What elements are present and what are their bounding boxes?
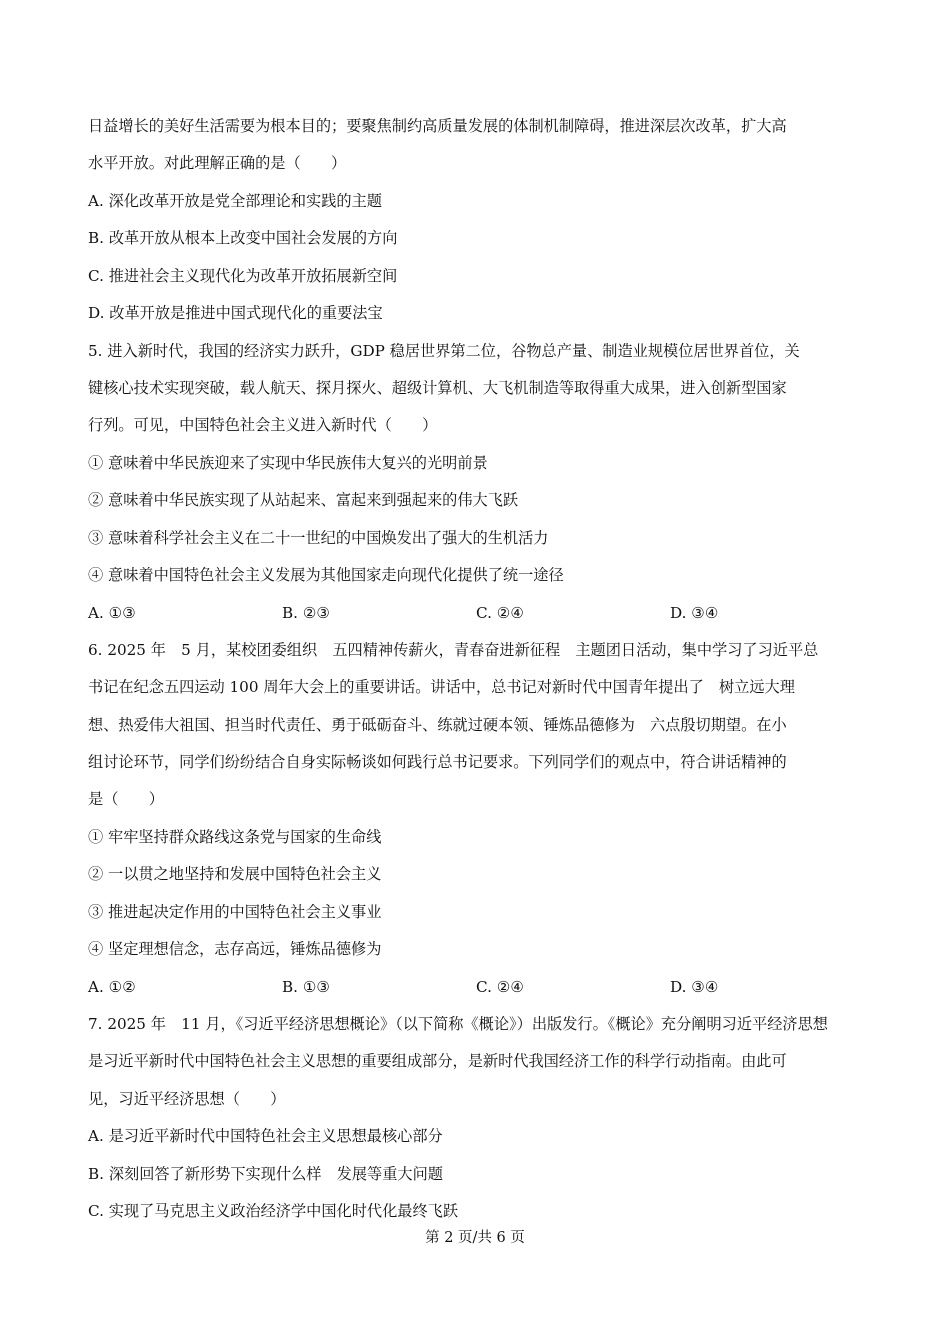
q4-stem-line-2: 水平开放。对此理解正确的是（ ） (88, 154, 347, 172)
q6-stem-line-2: 书记在纪念五四运动 100 周年大会上的重要讲话。讲话中，总书记对新时代中国青年提出了 树立远大理 (88, 678, 795, 696)
q5-statement-2: ② 意味着中华民族实现了从站起来、富起来到强起来的伟大飞跃 (88, 491, 519, 509)
q5-choice-c: C. ②④ (476, 604, 524, 622)
q5-choice-b: B. ②③ (282, 604, 331, 622)
q6-statement-2: ② 一以贯之地坚持和发展中国特色社会主义 (88, 865, 382, 883)
q7-option-c: C. 实现了马克思主义政治经济学中国化时代化最终飞跃 (88, 1202, 459, 1220)
q7-option-a: A. 是习近平新时代中国特色社会主义思想最核心部分 (88, 1127, 443, 1145)
q4-option-b: B. 改革开放从根本上改变中国社会发展的方向 (88, 229, 398, 247)
q4-option-c: C. 推进社会主义现代化为改革开放拓展新空间 (88, 267, 398, 285)
q6-stem-line-3: 想、热爱伟大祖国、担当时代责任、勇于砥砺奋斗、练就过硬本领、锤炼品德修为 六点殷切期望。在小 (88, 716, 787, 734)
q4-stem-line-1: 日益增长的美好生活需要为根本目的；要聚焦制约高质量发展的体制机制障碍，推进深层次改革，扩大高 (88, 117, 787, 135)
q6-statement-4: ④ 坚定理想信念，志存高远，锤炼品德修为 (88, 940, 382, 958)
q6-statement-3: ③ 推进起决定作用的中国特色社会主义事业 (88, 903, 382, 921)
q5-choice-d: D. ③④ (670, 604, 719, 622)
q7-stem-line-3: 见，习近平经济思想（ ） (88, 1090, 286, 1108)
q6-choice-a: A. ①② (88, 978, 136, 996)
q6-choice-b: B. ①③ (282, 978, 331, 996)
q7-option-b: B. 深刻回答了新形势下实现什么样 发展等重大问题 (88, 1165, 443, 1183)
q7-stem-line-1: 7. 2025 年 11 月，《习近平经济思想概论》（以下简称《概论》）出版发行。《概论》充分阐明习近平经济思想 (88, 1015, 828, 1033)
page-footer: 第 2 页/共 6 页 (425, 1230, 525, 1246)
q5-stem-line-2: 键核心技术实现突破，载人航天、探月探火、超级计算机、大飞机制造等取得重大成果，进入创新型国家 (88, 379, 787, 397)
q5-choice-a: A. ①③ (88, 604, 136, 622)
q5-statement-4: ④ 意味着中国特色社会主义发展为其他国家走向现代化提供了统一途径 (88, 566, 564, 584)
q5-statement-1: ① 意味着中华民族迎来了实现中华民族伟大复兴的光明前景 (88, 454, 488, 472)
q5-stem-line-1: 5. 进入新时代，我国的经济实力跃升，GDP 稳居世界第二位，谷物总产量、制造业规模位居世界首位，关 (88, 342, 800, 360)
q4-option-d: D. 改革开放是推进中国式现代化的重要法宝 (88, 304, 383, 322)
q6-stem-line-1: 6. 2025 年 5 月，某校团委组织 五四精神传薪火，青春奋进新征程 主题团日活动，集中学习了习近平总 (88, 641, 819, 659)
q6-statement-1: ① 牢牢坚持群众路线这条党与国家的生命线 (88, 828, 382, 846)
q5-statement-3: ③ 意味着科学社会主义在二十一世纪的中国焕发出了强大的生机活力 (88, 529, 549, 547)
q6-choice-c: C. ②④ (476, 978, 524, 996)
q6-stem-line-4: 组讨论环节，同学们纷纷结合自身实际畅谈如何践行总书记要求。下列同学们的观点中，符合讲话精神的 (88, 753, 787, 771)
q5-stem-line-3: 行列。可见，中国特色社会主义进入新时代（ ） (88, 416, 438, 434)
q6-choice-d: D. ③④ (670, 978, 719, 996)
q6-stem-line-5: 是（ ） (88, 790, 164, 808)
q4-option-a: A. 深化改革开放是党全部理论和实践的主题 (88, 192, 382, 210)
q7-stem-line-2: 是习近平新时代中国特色社会主义思想的重要组成部分，是新时代我国经济工作的科学行动指南。由此可 (88, 1052, 787, 1070)
